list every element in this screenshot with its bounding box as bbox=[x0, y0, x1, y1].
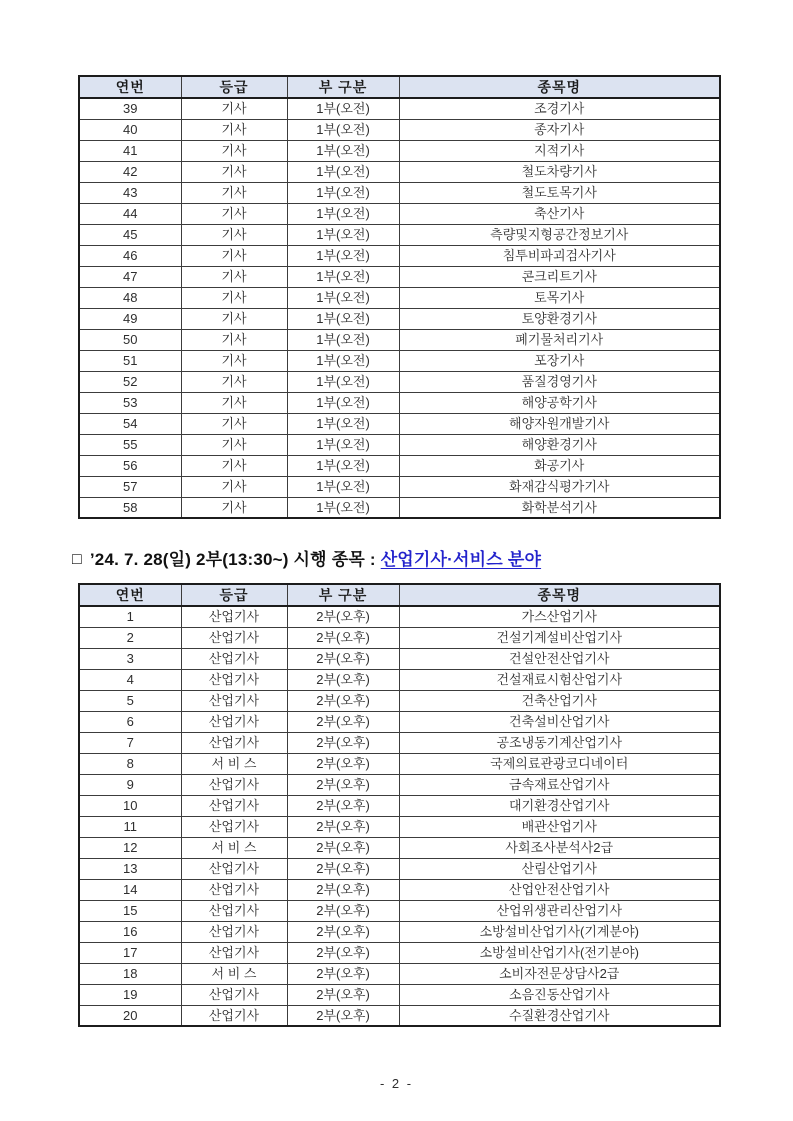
table-cell: 2부(오후) bbox=[287, 627, 399, 648]
table-row bbox=[79, 224, 720, 245]
table-row bbox=[79, 287, 720, 308]
table-cell: 1부(오전) bbox=[287, 434, 399, 455]
column-header: 부 구분 bbox=[287, 584, 399, 606]
table-cell: 소음진동산업기사 bbox=[399, 984, 720, 1005]
table-cell: 산업기사 bbox=[181, 774, 287, 795]
table-cell: 건축산업기사 bbox=[399, 690, 720, 711]
table-cell: 2부(오후) bbox=[287, 1005, 399, 1026]
table-cell: 기사 bbox=[181, 140, 287, 161]
table-row bbox=[79, 140, 720, 161]
table-row bbox=[79, 161, 720, 182]
table-cell: 2부(오후) bbox=[287, 732, 399, 753]
table-row bbox=[79, 182, 720, 203]
table-row bbox=[79, 1005, 720, 1026]
column-header: 종목명 bbox=[399, 584, 720, 606]
table-cell: 기사 bbox=[181, 434, 287, 455]
table-cell: 3 bbox=[79, 648, 181, 669]
table-cell: 2부(오후) bbox=[287, 606, 399, 627]
table-cell: 56 bbox=[79, 455, 181, 476]
table-cell: 축산기사 bbox=[399, 203, 720, 224]
table-cell: 서 비 스 bbox=[181, 963, 287, 984]
table-cell: 산업기사 bbox=[181, 858, 287, 879]
table-row bbox=[79, 606, 720, 627]
table-row bbox=[79, 753, 720, 774]
table-cell: 폐기물처리기사 bbox=[399, 329, 720, 350]
table-cell: 13 bbox=[79, 858, 181, 879]
table-cell: 기사 bbox=[181, 98, 287, 119]
table-cell: 기사 bbox=[181, 308, 287, 329]
page-number: - 2 - bbox=[379, 1076, 414, 1091]
table-cell: 건축설비산업기사 bbox=[399, 711, 720, 732]
table-row bbox=[79, 308, 720, 329]
table-cell: 측량및지형공간정보기사 bbox=[399, 224, 720, 245]
table-row bbox=[79, 816, 720, 837]
table-cell: 산업기사 bbox=[181, 627, 287, 648]
table-cell: 기사 bbox=[181, 413, 287, 434]
table-row bbox=[79, 879, 720, 900]
table-cell: 산업기사 bbox=[181, 795, 287, 816]
table-header-row bbox=[79, 584, 720, 606]
table-cell: 40 bbox=[79, 119, 181, 140]
table-cell: 산업기사 bbox=[181, 648, 287, 669]
table-cell: 해양환경기사 bbox=[399, 434, 720, 455]
table-cell: 국제의료관광코디네이터 bbox=[399, 753, 720, 774]
column-header: 연번 bbox=[79, 76, 181, 98]
table-cell: 2부(오후) bbox=[287, 648, 399, 669]
table-cell: 1부(오전) bbox=[287, 182, 399, 203]
table-cell: 52 bbox=[79, 371, 181, 392]
table-cell: 금속재료산업기사 bbox=[399, 774, 720, 795]
table-cell: 39 bbox=[79, 98, 181, 119]
table-cell: 2부(오후) bbox=[287, 795, 399, 816]
table-cell: 산업기사 bbox=[181, 690, 287, 711]
table-cell: 2부(오후) bbox=[287, 900, 399, 921]
table-row bbox=[79, 648, 720, 669]
table-cell: 산업기사 bbox=[181, 900, 287, 921]
table-cell: 58 bbox=[79, 497, 181, 518]
table-cell: 화재감식평가기사 bbox=[399, 476, 720, 497]
table-cell: 해양자원개발기사 bbox=[399, 413, 720, 434]
table-cell: 산업기사 bbox=[181, 921, 287, 942]
table-cell: 1부(오전) bbox=[287, 392, 399, 413]
table-cell: 수질환경산업기사 bbox=[399, 1005, 720, 1026]
table-row bbox=[79, 984, 720, 1005]
table-cell: 건설안전산업기사 bbox=[399, 648, 720, 669]
table-cell: 서 비 스 bbox=[181, 837, 287, 858]
table-cell: 2부(오후) bbox=[287, 816, 399, 837]
table-cell: 47 bbox=[79, 266, 181, 287]
table-cell: 철도차량기사 bbox=[399, 161, 720, 182]
square-bullet-icon: □ bbox=[72, 551, 82, 568]
table-cell: 산업기사 bbox=[181, 711, 287, 732]
table-cell: 1부(오전) bbox=[287, 308, 399, 329]
table-cell: 기사 bbox=[181, 266, 287, 287]
table-cell: 2부(오후) bbox=[287, 879, 399, 900]
table-cell: 기사 bbox=[181, 392, 287, 413]
table-cell: 2 bbox=[79, 627, 181, 648]
table-cell: 1부(오전) bbox=[287, 371, 399, 392]
table-cell: 종자기사 bbox=[399, 119, 720, 140]
table-cell: 55 bbox=[79, 434, 181, 455]
table-cell: 2부(오후) bbox=[287, 690, 399, 711]
table-row bbox=[79, 98, 720, 119]
table-body bbox=[79, 98, 720, 518]
table-cell: 산업기사 bbox=[181, 942, 287, 963]
table-cell: 기사 bbox=[181, 497, 287, 518]
table-cell: 41 bbox=[79, 140, 181, 161]
table-cell: 기사 bbox=[181, 119, 287, 140]
table-row bbox=[79, 669, 720, 690]
table-body bbox=[79, 606, 720, 1026]
table-cell: 1부(오전) bbox=[287, 98, 399, 119]
table-cell: 기사 bbox=[181, 371, 287, 392]
section-heading-text: ’24. 7. 28(일) 2부(13:30~) 시행 종목 : bbox=[89, 550, 381, 569]
column-header: 부 구분 bbox=[287, 76, 399, 98]
table-cell: 화학분석기사 bbox=[399, 497, 720, 518]
table-cell: 해양공학기사 bbox=[399, 392, 720, 413]
table-cell: 1부(오전) bbox=[287, 119, 399, 140]
table-cell: 54 bbox=[79, 413, 181, 434]
exam-table-gisa bbox=[78, 75, 721, 519]
table-cell: 16 bbox=[79, 921, 181, 942]
table-cell: 9 bbox=[79, 774, 181, 795]
column-header: 종목명 bbox=[399, 76, 720, 98]
table-cell: 57 bbox=[79, 476, 181, 497]
table-cell: 5 bbox=[79, 690, 181, 711]
table-cell: 1부(오전) bbox=[287, 497, 399, 518]
table-cell: 조경기사 bbox=[399, 98, 720, 119]
table-cell: 53 bbox=[79, 392, 181, 413]
table-cell: 2부(오후) bbox=[287, 921, 399, 942]
table-cell: 44 bbox=[79, 203, 181, 224]
table-cell: 10 bbox=[79, 795, 181, 816]
table-cell: 기사 bbox=[181, 245, 287, 266]
table-cell: 대기환경산업기사 bbox=[399, 795, 720, 816]
table-cell: 1부(오전) bbox=[287, 329, 399, 350]
table-row bbox=[79, 690, 720, 711]
table-cell: 기사 bbox=[181, 476, 287, 497]
table-cell: 48 bbox=[79, 287, 181, 308]
table-row bbox=[79, 371, 720, 392]
table-cell: 2부(오후) bbox=[287, 858, 399, 879]
table-cell: 포장기사 bbox=[399, 350, 720, 371]
table-cell: 49 bbox=[79, 308, 181, 329]
table-cell: 소방설비산업기사(기계분야) bbox=[399, 921, 720, 942]
table-cell: 46 bbox=[79, 245, 181, 266]
table-cell: 건설재료시험산업기사 bbox=[399, 669, 720, 690]
table-cell: 콘크리트기사 bbox=[399, 266, 720, 287]
table-cell: 공조냉동기계산업기사 bbox=[399, 732, 720, 753]
table-header-row bbox=[79, 76, 720, 98]
table-cell: 1부(오전) bbox=[287, 161, 399, 182]
table-cell: 1부(오전) bbox=[287, 287, 399, 308]
table-cell: 1 bbox=[79, 606, 181, 627]
table-row bbox=[79, 837, 720, 858]
table-cell: 1부(오전) bbox=[287, 455, 399, 476]
table-row bbox=[79, 921, 720, 942]
table-cell: 1부(오전) bbox=[287, 350, 399, 371]
table-cell: 2부(오후) bbox=[287, 963, 399, 984]
table-cell: 4 bbox=[79, 669, 181, 690]
table-cell: 43 bbox=[79, 182, 181, 203]
table-row bbox=[79, 455, 720, 476]
section-heading-link[interactable]: 산업기사·서비스 분야 bbox=[380, 550, 542, 569]
table-cell: 51 bbox=[79, 350, 181, 371]
column-header: 등급 bbox=[181, 76, 287, 98]
table-cell: 토양환경기사 bbox=[399, 308, 720, 329]
table-cell: 45 bbox=[79, 224, 181, 245]
page-content bbox=[72, 75, 719, 1027]
table-cell: 가스산업기사 bbox=[399, 606, 720, 627]
table-row bbox=[79, 392, 720, 413]
table-cell: 1부(오전) bbox=[287, 224, 399, 245]
table-cell: 2부(오후) bbox=[287, 837, 399, 858]
table-cell: 산업기사 bbox=[181, 669, 287, 690]
table-row bbox=[79, 497, 720, 518]
table-row bbox=[79, 774, 720, 795]
table-row bbox=[79, 963, 720, 984]
table-cell: 철도토목기사 bbox=[399, 182, 720, 203]
table-cell: 1부(오전) bbox=[287, 140, 399, 161]
table-cell: 소비자전문상담사2급 bbox=[399, 963, 720, 984]
table-cell: 기사 bbox=[181, 161, 287, 182]
table-row bbox=[79, 795, 720, 816]
table-row bbox=[79, 476, 720, 497]
table-cell: 7 bbox=[79, 732, 181, 753]
table-cell: 1부(오전) bbox=[287, 245, 399, 266]
table-cell: 산업기사 bbox=[181, 732, 287, 753]
table-cell: 산업기사 bbox=[181, 606, 287, 627]
table-cell: 15 bbox=[79, 900, 181, 921]
table-cell: 건설기계설비산업기사 bbox=[399, 627, 720, 648]
table-cell: 2부(오후) bbox=[287, 753, 399, 774]
table-cell: 2부(오후) bbox=[287, 774, 399, 795]
table-cell: 기사 bbox=[181, 203, 287, 224]
table-row bbox=[79, 711, 720, 732]
table-cell: 산업위생관리산업기사 bbox=[399, 900, 720, 921]
table-row bbox=[79, 266, 720, 287]
table-row bbox=[79, 350, 720, 371]
exam-table-sanupgisa bbox=[78, 583, 721, 1027]
table-cell: 사회조사분석사2급 bbox=[399, 837, 720, 858]
table-cell: 1부(오전) bbox=[287, 476, 399, 497]
table-cell: 기사 bbox=[181, 182, 287, 203]
table-cell: 소방설비산업기사(전기분야) bbox=[399, 942, 720, 963]
table-cell: 기사 bbox=[181, 329, 287, 350]
table-row bbox=[79, 900, 720, 921]
table-cell: 2부(오후) bbox=[287, 711, 399, 732]
table-row bbox=[79, 413, 720, 434]
table-cell: 배관산업기사 bbox=[399, 816, 720, 837]
table-cell: 침투비파괴검사기사 bbox=[399, 245, 720, 266]
table-cell: 기사 bbox=[181, 287, 287, 308]
column-header: 등급 bbox=[181, 584, 287, 606]
table-cell: 2부(오후) bbox=[287, 942, 399, 963]
section-heading bbox=[72, 545, 719, 570]
table-cell: 1부(오전) bbox=[287, 413, 399, 434]
table-cell: 산업기사 bbox=[181, 816, 287, 837]
table-cell: 1부(오전) bbox=[287, 266, 399, 287]
table-cell: 8 bbox=[79, 753, 181, 774]
table-row bbox=[79, 732, 720, 753]
table-cell: 19 bbox=[79, 984, 181, 1005]
table-cell: 산업기사 bbox=[181, 879, 287, 900]
table-cell: 서 비 스 bbox=[181, 753, 287, 774]
table-cell: 산업기사 bbox=[181, 1005, 287, 1026]
table-cell: 11 bbox=[79, 816, 181, 837]
table-cell: 토목기사 bbox=[399, 287, 720, 308]
table-cell: 50 bbox=[79, 329, 181, 350]
table-cell: 12 bbox=[79, 837, 181, 858]
table-row bbox=[79, 245, 720, 266]
table-cell: 기사 bbox=[181, 455, 287, 476]
table-cell: 2부(오후) bbox=[287, 669, 399, 690]
table-cell: 화공기사 bbox=[399, 455, 720, 476]
table-cell: 산업안전산업기사 bbox=[399, 879, 720, 900]
table-row bbox=[79, 434, 720, 455]
table-row bbox=[79, 329, 720, 350]
column-header: 연번 bbox=[79, 584, 181, 606]
table-row bbox=[79, 942, 720, 963]
table-cell: 20 bbox=[79, 1005, 181, 1026]
table-cell: 2부(오후) bbox=[287, 984, 399, 1005]
table-row bbox=[79, 203, 720, 224]
table-cell: 산림산업기사 bbox=[399, 858, 720, 879]
table-cell: 1부(오전) bbox=[287, 203, 399, 224]
table-row bbox=[79, 858, 720, 879]
table-row bbox=[79, 119, 720, 140]
table-row bbox=[79, 627, 720, 648]
table-cell: 산업기사 bbox=[181, 984, 287, 1005]
table-cell: 품질경영기사 bbox=[399, 371, 720, 392]
table-cell: 기사 bbox=[181, 224, 287, 245]
table-cell: 18 bbox=[79, 963, 181, 984]
table-cell: 14 bbox=[79, 879, 181, 900]
table-cell: 6 bbox=[79, 711, 181, 732]
table-cell: 42 bbox=[79, 161, 181, 182]
table-cell: 지적기사 bbox=[399, 140, 720, 161]
table-cell: 기사 bbox=[181, 350, 287, 371]
table-cell: 17 bbox=[79, 942, 181, 963]
